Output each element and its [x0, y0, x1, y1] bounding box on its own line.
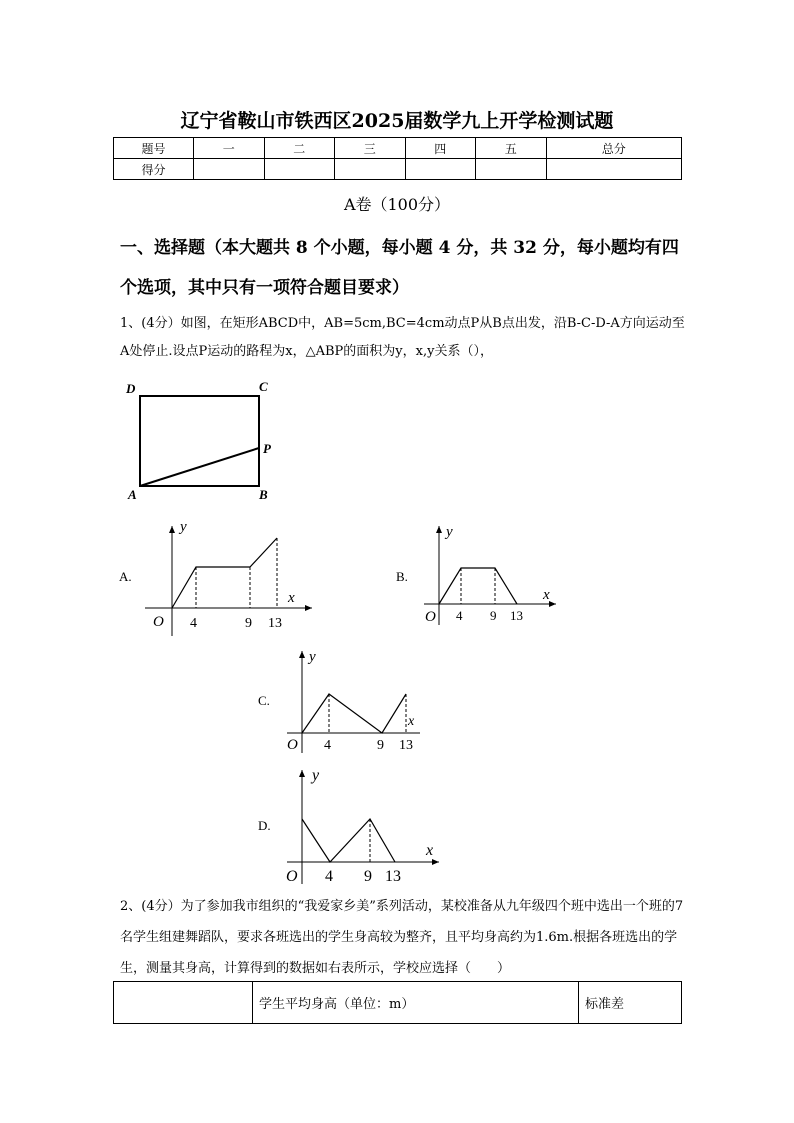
graph-line [302, 694, 406, 733]
option-c-label: C. [258, 693, 270, 708]
table-header-cell: 标准差 [579, 982, 682, 1024]
y-label: y [180, 519, 187, 535]
score-table-header-row [114, 138, 682, 159]
option-d-label: D. [258, 818, 271, 833]
y-label: y [309, 649, 316, 665]
x-label: x [288, 590, 295, 606]
option-b-label: B. [396, 569, 408, 584]
origin-label: O [425, 609, 436, 625]
table-row [114, 982, 682, 1024]
graph-line [172, 538, 277, 608]
score-row-label: 得分 [114, 159, 194, 180]
score-header-cell: 总分 [546, 138, 682, 159]
y-axis-arrow-icon [299, 651, 305, 658]
option-d-graph [282, 762, 442, 888]
score-header-cell: 二 [264, 138, 335, 159]
question-1-text: 1、(4分）如图，在矩形ABCD中，AB=5cm,BC=4cm动点P从B点出发，沿B-C-D-A方向运动至A处停止.设点P运动的路程为x，△ABP的面积为y，x,y关系（）， [120, 316, 685, 359]
label-b: B [259, 487, 268, 502]
tick-label: 9 [490, 608, 497, 623]
height-data-table [113, 981, 682, 1024]
x-label: x [543, 587, 550, 603]
score-cell [476, 159, 547, 180]
x-axis-arrow-icon [432, 859, 439, 865]
label-d: D [126, 381, 136, 396]
rectangle-abcd [140, 396, 259, 486]
option-a-graph [140, 514, 315, 642]
tick-label: 13 [510, 608, 523, 623]
question-2-text: 2、(4分）为了参加我市组织的“我爱家乡美”系列活动，某校准备从九年级四个班中选出一个班的7名学生组建舞蹈队，要求各班选出的学生身高较为整齐，且平均身高约为1.6m.根据各班选出的学生，测量其身高，计算得到的数据如右表所示，学校应选择（ ） [120, 899, 684, 976]
score-table-score-row [114, 159, 682, 180]
y-label: y [446, 524, 453, 540]
rectangle-figure [118, 372, 288, 504]
table-header-cell: 学生平均身高（单位：m） [253, 982, 579, 1024]
tick-label: 9 [377, 738, 384, 753]
part1-heading: 一、选择题（本大题共 8 个小题，每小题 4 分，共 32 分，每小题均有四个选项，其中只有一项符合题目要求） [120, 238, 679, 298]
origin-label: O [153, 614, 164, 630]
tick-label: 13 [268, 616, 282, 631]
tick-label: 4 [324, 738, 331, 753]
score-cell [264, 159, 335, 180]
table-header-cell [114, 982, 253, 1024]
option-c-graph [282, 645, 422, 755]
score-cell [546, 159, 682, 180]
label-a: A [128, 487, 137, 502]
score-header-cell: 题号 [114, 138, 194, 159]
y-axis-arrow-icon [436, 526, 442, 533]
graph-line [302, 819, 395, 862]
score-cell [335, 159, 406, 180]
score-table [113, 137, 682, 180]
origin-label: O [287, 737, 298, 753]
label-p: P [263, 441, 271, 456]
option-b-graph [419, 520, 559, 630]
y-axis-arrow-icon [169, 526, 175, 533]
score-header-cell: 五 [476, 138, 547, 159]
tick-label: 4 [190, 616, 197, 631]
score-cell [194, 159, 265, 180]
y-label: y [312, 767, 320, 784]
x-label: x [408, 714, 415, 729]
tick-label: 9 [245, 616, 252, 631]
score-header-cell: 四 [405, 138, 476, 159]
tick-label: 4 [325, 868, 333, 885]
graph-line [439, 568, 517, 604]
x-axis-arrow-icon [549, 601, 556, 607]
score-header-cell: 三 [335, 138, 406, 159]
score-cell [405, 159, 476, 180]
document-title: 辽宁省鞍山市铁西区2025届数学九上开学检测试题 [180, 110, 614, 132]
y-axis-arrow-icon [299, 770, 305, 777]
tick-label: 9 [364, 868, 372, 885]
x-axis-arrow-icon [305, 605, 312, 611]
origin-label: O [286, 868, 298, 885]
x-label: x [426, 842, 434, 859]
tick-label: 4 [456, 608, 463, 623]
tick-label: 13 [399, 738, 413, 753]
tick-label: 13 [385, 868, 401, 885]
label-c: C [259, 379, 268, 394]
score-header-cell: 一 [194, 138, 265, 159]
section-a-heading: A卷（100分） [343, 195, 451, 214]
segment-ap [140, 448, 259, 486]
option-a-label: A. [119, 569, 132, 584]
